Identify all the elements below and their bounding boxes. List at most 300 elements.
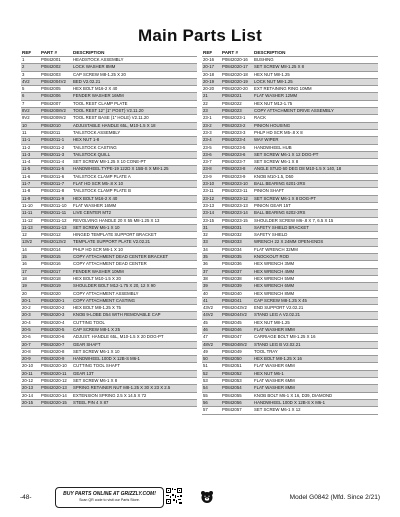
row-part-number: P0842035 bbox=[221, 254, 253, 261]
table-row bbox=[21, 378, 197, 385]
row-description: HEX WRENCH 3MM bbox=[253, 261, 378, 268]
row-ref: 20-18 bbox=[202, 71, 221, 78]
row-ref: 5 bbox=[21, 86, 40, 93]
row-description: TOOL TRAY bbox=[253, 348, 378, 355]
row-part-number: P0842003 bbox=[40, 71, 72, 78]
row-ref: 23-15 bbox=[202, 217, 221, 224]
row-part-number: P0842022 bbox=[221, 100, 253, 107]
table-row bbox=[202, 348, 378, 355]
row-ref: 11-6 bbox=[21, 173, 40, 180]
row-part-number: P0842001 bbox=[40, 57, 72, 64]
row-ref: 13V2 bbox=[21, 239, 40, 246]
row-ref: 20-6 bbox=[21, 334, 40, 341]
table-row bbox=[202, 246, 378, 253]
row-part-number: P0842020-12 bbox=[40, 378, 72, 385]
table-row bbox=[21, 151, 197, 158]
row-part-number: P0842020-7 bbox=[40, 341, 72, 348]
row-ref: 48V2 bbox=[202, 341, 221, 348]
buy-parts-box[interactable] bbox=[55, 487, 164, 508]
qr-code-icon[interactable] bbox=[165, 487, 183, 505]
row-description: SET SCREW M8-1.25 X 8 bbox=[253, 64, 378, 71]
row-ref: 37 bbox=[202, 268, 221, 275]
table-row bbox=[21, 275, 197, 282]
row-ref: 11-8 bbox=[21, 188, 40, 195]
row-part-number: P0842033 bbox=[221, 239, 253, 246]
row-description: COPY ATTACHMENT DRIVE ASSEMBLY bbox=[253, 108, 378, 115]
row-part-number: P0842011-6 bbox=[40, 173, 72, 180]
row-part-number: P0842023-14 bbox=[221, 210, 253, 217]
row-description: CAP SCREW M8-1.25 X 20 bbox=[72, 71, 197, 78]
table-row bbox=[202, 57, 378, 64]
row-ref: 20-4 bbox=[21, 319, 40, 326]
table-row bbox=[202, 261, 378, 268]
row-part-number: P0842036 bbox=[221, 261, 253, 268]
row-part-number: P0842020-1 bbox=[40, 297, 72, 304]
row-part-number: P0842032 bbox=[221, 232, 253, 239]
row-description: STAND LEG A V2.02.21 bbox=[253, 312, 378, 319]
page-number: -48- bbox=[20, 494, 32, 501]
row-description: HEX BOLT M16-2 X 40 bbox=[72, 195, 197, 202]
row-part-number: P0842011-12 bbox=[40, 217, 72, 224]
row-description: FLAT WASHER 12MM bbox=[253, 93, 378, 100]
table-row bbox=[202, 290, 378, 297]
row-part-number: P0842037 bbox=[221, 268, 253, 275]
row-description: COPY ATTACHMENT DEAD CENTER bbox=[72, 261, 197, 268]
row-description: HANDWHEEL 100D X 12B-S X M6-1 bbox=[253, 399, 378, 406]
header-description: DESCRIPTION bbox=[254, 50, 286, 55]
row-ref: 20-13 bbox=[21, 385, 40, 392]
row-part-number: P0842020-2 bbox=[40, 305, 72, 312]
row-description: BED V2.02.21 bbox=[72, 78, 197, 85]
row-ref: 32 bbox=[202, 232, 221, 239]
table-row bbox=[202, 363, 378, 370]
row-ref: 43V2 bbox=[202, 305, 221, 312]
row-part-number: P0842002 bbox=[40, 64, 72, 71]
row-description: HEX WRENCH 8MM bbox=[253, 290, 378, 297]
row-ref: 20-17 bbox=[202, 64, 221, 71]
table-row bbox=[21, 385, 197, 392]
table-row bbox=[202, 173, 378, 180]
row-ref: 8V2 bbox=[21, 108, 40, 115]
row-part-number: P0842051 bbox=[221, 363, 253, 370]
table-row bbox=[21, 326, 197, 333]
row-ref: 56 bbox=[202, 399, 221, 406]
row-part-number: P0842005 bbox=[40, 86, 72, 93]
row-part-number: P0842020-18 bbox=[221, 71, 253, 78]
row-part-number: P0842013V2 bbox=[40, 239, 72, 246]
row-description: STAND LEG B V2.02.21 bbox=[253, 341, 378, 348]
row-part-number: P0842023-11 bbox=[221, 188, 253, 195]
row-ref: 18 bbox=[21, 275, 40, 282]
table-row bbox=[202, 100, 378, 107]
row-ref: 11-12 bbox=[21, 217, 40, 224]
row-description: TAILSTOCK QUILL bbox=[72, 151, 197, 158]
table-row bbox=[202, 334, 378, 341]
table-row bbox=[21, 181, 197, 188]
row-part-number: P0842004V2 bbox=[40, 78, 72, 85]
row-ref: 23-8 bbox=[202, 166, 221, 173]
row-description: HINGED TEMPLATE SUPPORT BRACKET bbox=[72, 232, 197, 239]
row-description: BALL BEARING 6201-2RS bbox=[253, 181, 378, 188]
row-ref: 15 bbox=[21, 254, 40, 261]
row-description: SET SCREW M6-1 X 8 bbox=[72, 378, 197, 385]
row-ref: 20-20 bbox=[202, 86, 221, 93]
row-description: GEAR SHAFT bbox=[72, 341, 197, 348]
row-description: TOOL REST 12" (1" POST) V2.11.20 bbox=[72, 108, 197, 115]
row-part-number: P0842020-17 bbox=[221, 64, 253, 71]
table-row bbox=[202, 399, 378, 406]
table-row bbox=[202, 137, 378, 144]
table-row bbox=[21, 57, 197, 64]
row-description: HEX WRENCH 5MM bbox=[253, 275, 378, 282]
row-ref: 23-13 bbox=[202, 202, 221, 209]
row-description: WRENCH 22 X 24MM OPEN-ENDS bbox=[253, 239, 378, 246]
row-description: STEEL PIN 4 X 87 bbox=[72, 399, 197, 406]
row-description: SET SCREW M6-1 X 12 bbox=[253, 407, 378, 414]
row-description: COPY ATTACHMENT ASSEMBLY bbox=[72, 290, 197, 297]
row-ref: 9V2 bbox=[21, 115, 40, 122]
row-part-number: P0842023-13 bbox=[221, 202, 253, 209]
row-part-number: P0842017 bbox=[40, 268, 72, 275]
header-ref: REF bbox=[203, 50, 213, 55]
row-part-number: P0842045 bbox=[221, 319, 253, 326]
row-description: HEX WRENCH 4MM bbox=[253, 268, 378, 275]
row-ref: 7 bbox=[21, 100, 40, 107]
parts-table-left bbox=[21, 49, 197, 407]
table-row bbox=[21, 115, 197, 122]
table-row bbox=[202, 297, 378, 304]
row-description: PINION GEAR 15T bbox=[253, 202, 378, 209]
row-part-number: P0842011-3 bbox=[40, 151, 72, 158]
row-part-number: P0842041 bbox=[221, 297, 253, 304]
row-description: CAP SCREW M8-1 X 25 bbox=[72, 326, 197, 333]
row-description: SHOULDER BOLT M12-1.75 X 20, 12 X 90 bbox=[72, 283, 197, 290]
row-part-number: P0842011-2 bbox=[40, 144, 72, 151]
table-row bbox=[21, 268, 197, 275]
row-description: ADJUST. HANDLE 65L, M10-1.5 X 20 DOG-PT bbox=[72, 334, 197, 341]
row-ref: 52 bbox=[202, 370, 221, 377]
row-part-number: P0842011-11 bbox=[40, 210, 72, 217]
row-description: FLAT HD SCR M5-.8 X 10 bbox=[72, 181, 197, 188]
row-description: ADJUSTABLE HANDLE 65L, M10-1.5 X 18 bbox=[72, 122, 197, 129]
row-part-number: P0842044V2 bbox=[221, 312, 253, 319]
row-ref: 23-3 bbox=[202, 129, 221, 136]
table-row bbox=[202, 319, 378, 326]
table-row bbox=[21, 78, 197, 85]
row-ref: 54 bbox=[202, 385, 221, 392]
row-part-number: P0842046 bbox=[221, 326, 253, 333]
table-row bbox=[21, 122, 197, 129]
row-description: HANDWHEEL TYPE-19 122D X 15B-S X M8-1.25 bbox=[72, 166, 197, 173]
row-part-number: P0842023-15 bbox=[221, 217, 253, 224]
row-description: SET SCREW M6-1 X 8 DOG-PT bbox=[253, 195, 378, 202]
row-part-number: P0842052 bbox=[221, 370, 253, 377]
row-ref: 11-5 bbox=[21, 166, 40, 173]
row-ref: 53 bbox=[202, 378, 221, 385]
row-description: TOOL REST BASE (1" HOLE) V2.11.20 bbox=[72, 115, 197, 122]
row-ref: 20-15 bbox=[21, 399, 40, 406]
row-ref: 19 bbox=[21, 283, 40, 290]
table-row bbox=[202, 151, 378, 158]
row-ref: 20 bbox=[21, 290, 40, 297]
table-row bbox=[21, 290, 197, 297]
row-description: REVOLVING HANDLE 20 X 55 M8-1.25 X 13 bbox=[72, 217, 197, 224]
row-ref: 4V2 bbox=[21, 78, 40, 85]
table-row bbox=[21, 392, 197, 399]
row-part-number: P0842010 bbox=[40, 122, 72, 129]
row-part-number: P0842056 bbox=[221, 399, 253, 406]
row-ref: 23-12 bbox=[202, 195, 221, 202]
table-row bbox=[21, 334, 197, 341]
row-description: BALL BEARING 6202-2RS bbox=[253, 210, 378, 217]
table-row bbox=[202, 326, 378, 333]
row-part-number: P0842023-5 bbox=[221, 144, 253, 151]
row-part-number: P0842020-6 bbox=[40, 334, 72, 341]
row-description: TAILSTOCK ASSEMBLY bbox=[72, 129, 197, 136]
row-part-number: P0842011-8 bbox=[40, 188, 72, 195]
row-ref: 23-2 bbox=[202, 122, 221, 129]
row-ref: 20-14 bbox=[21, 392, 40, 399]
table-row bbox=[202, 305, 378, 312]
row-part-number: P0842023-7 bbox=[221, 159, 253, 166]
row-part-number: P0842011-5 bbox=[40, 166, 72, 173]
row-part-number: P0842050 bbox=[221, 356, 253, 363]
table-row bbox=[21, 188, 197, 195]
row-description: SET SCREW M6-1 X 12 DOG-PT bbox=[253, 151, 378, 158]
row-description: HEX NUT M8-1.25 bbox=[253, 71, 378, 78]
row-part-number: P0842055 bbox=[221, 392, 253, 399]
row-part-number: P0842023-2 bbox=[221, 122, 253, 129]
row-description: BUSHING bbox=[253, 57, 378, 64]
table-row bbox=[21, 159, 197, 166]
row-ref: 21 bbox=[202, 93, 221, 100]
row-part-number: P0842006 bbox=[40, 93, 72, 100]
table-row bbox=[202, 217, 378, 224]
row-part-number: P0842011-4 bbox=[40, 159, 72, 166]
row-description: GEAR 13T bbox=[72, 370, 197, 377]
row-ref: 39 bbox=[202, 283, 221, 290]
table-row bbox=[202, 78, 378, 85]
row-ref: 40 bbox=[202, 290, 221, 297]
row-part-number: P0842023-1 bbox=[221, 115, 253, 122]
row-description: SET SCREW M8-1.25 X 10 CONE-PT bbox=[72, 159, 197, 166]
row-ref: 23-14 bbox=[202, 210, 221, 217]
row-description: SET SCREW M6-1 X 8 bbox=[253, 159, 378, 166]
table-row bbox=[21, 224, 197, 231]
table-row bbox=[21, 64, 197, 71]
row-part-number: P0842023-3 bbox=[221, 129, 253, 136]
row-ref: 34 bbox=[202, 246, 221, 253]
table-row bbox=[202, 144, 378, 151]
table-row bbox=[202, 159, 378, 166]
row-ref: 11-1 bbox=[21, 137, 40, 144]
row-description: CUTTING TOOL SHAFT bbox=[72, 363, 197, 370]
page-footer bbox=[0, 486, 400, 510]
row-description: HEADSTOCK ASSEMBLY bbox=[72, 57, 197, 64]
row-part-number: P0842012 bbox=[40, 232, 72, 239]
table-row bbox=[202, 232, 378, 239]
table-row bbox=[21, 173, 197, 180]
header-part: PART # bbox=[222, 50, 238, 55]
row-description: FLAT WASHER 8MM bbox=[253, 326, 378, 333]
row-ref: 11-13 bbox=[21, 224, 40, 231]
row-part-number: P0842023-4 bbox=[221, 137, 253, 144]
row-description: TAILSTOCK CASTING bbox=[72, 144, 197, 151]
buy-parts-subtitle: Scan QR code to visit our Parts Store. bbox=[79, 498, 140, 502]
parts-table-right bbox=[202, 49, 378, 415]
row-ref: 23-11 bbox=[202, 188, 221, 195]
row-part-number: P0842040 bbox=[221, 290, 253, 297]
row-description: PHLP HD SCR M5-.8 X 8 bbox=[253, 129, 378, 136]
table-row bbox=[202, 275, 378, 282]
row-part-number: P0842020-13 bbox=[40, 385, 72, 392]
table-row bbox=[21, 210, 197, 217]
row-ref: 22 bbox=[202, 100, 221, 107]
row-part-number: P0842023-12 bbox=[221, 195, 253, 202]
buy-parts-title: BUY PARTS ONLINE AT GRIZZLY.COM! bbox=[63, 491, 156, 497]
row-part-number: P0842020-8 bbox=[40, 348, 72, 355]
header-part: PART # bbox=[41, 50, 57, 55]
row-description: CARRIAGE BOLT M8-1.25 X 16 bbox=[253, 334, 378, 341]
row-part-number: P0842020-20 bbox=[221, 86, 253, 93]
row-description: SAFETY SHIELD bbox=[253, 232, 378, 239]
row-ref: 57 bbox=[202, 407, 221, 414]
row-ref: 55 bbox=[202, 392, 221, 399]
row-ref: 20-12 bbox=[21, 378, 40, 385]
row-ref: 20-2 bbox=[21, 305, 40, 312]
table-row bbox=[21, 254, 197, 261]
row-part-number: P0842023-10 bbox=[221, 181, 253, 188]
row-ref: 11-3 bbox=[21, 151, 40, 158]
row-ref: 11-9 bbox=[21, 195, 40, 202]
table-row bbox=[202, 71, 378, 78]
table-row bbox=[21, 363, 197, 370]
table-header bbox=[202, 49, 378, 57]
row-ref: 36 bbox=[202, 261, 221, 268]
row-description: SET SCREW M6-1 X 10 bbox=[72, 348, 197, 355]
model-label: Model G0842 (Mfd. Since 2/21) bbox=[289, 494, 380, 501]
table-row bbox=[21, 370, 197, 377]
table-row bbox=[21, 217, 197, 224]
row-description: CUTTING TOOL bbox=[72, 319, 197, 326]
table-row bbox=[21, 305, 197, 312]
row-part-number: P0842057 bbox=[221, 407, 253, 414]
row-description: COPY ATTACHMENT CASTING bbox=[72, 297, 197, 304]
table-row bbox=[202, 239, 378, 246]
table-row bbox=[202, 385, 378, 392]
row-part-number: P0842020-19 bbox=[221, 78, 253, 85]
row-ref: 20-5 bbox=[21, 326, 40, 333]
row-ref: 11-10 bbox=[21, 202, 40, 209]
row-description: FLAT WASHER 16MM bbox=[72, 202, 197, 209]
row-part-number: P0842011-13 bbox=[40, 224, 72, 231]
table-row bbox=[202, 210, 378, 217]
table-row bbox=[21, 137, 197, 144]
row-ref: 23-9 bbox=[202, 173, 221, 180]
row-ref: 20-7 bbox=[21, 341, 40, 348]
table-row bbox=[202, 392, 378, 399]
row-description: CAP SCREW M8-1.25 X 45 bbox=[253, 297, 378, 304]
row-description: FLAT WASHER 6MM bbox=[253, 378, 378, 385]
row-ref: 16 bbox=[21, 261, 40, 268]
row-description: SET SCREW M6-1 X 10 bbox=[72, 224, 197, 231]
row-description: KNOCKOUT ROD bbox=[253, 254, 378, 261]
row-part-number: P0842038 bbox=[221, 275, 253, 282]
row-ref: 20-8 bbox=[21, 348, 40, 355]
table-row bbox=[202, 356, 378, 363]
row-ref: 20-11 bbox=[21, 370, 40, 377]
table-row bbox=[202, 378, 378, 385]
row-ref: 31 bbox=[202, 224, 221, 231]
table-row bbox=[202, 188, 378, 195]
row-description: FLAT WRENCH 32MM bbox=[253, 246, 378, 253]
row-ref: 10 bbox=[21, 122, 40, 129]
row-description: HEX NUT M12-1.75 bbox=[253, 100, 378, 107]
row-part-number: P0842007 bbox=[40, 100, 72, 107]
row-ref: 11-11 bbox=[21, 210, 40, 217]
row-part-number: P0842011 bbox=[40, 129, 72, 136]
row-part-number: P0842020-9 bbox=[40, 356, 72, 363]
row-description: HANDWHEEL HUB bbox=[253, 144, 378, 151]
row-part-number: P0842053 bbox=[221, 378, 253, 385]
row-description: KNOB M10-1.5, D50 bbox=[253, 173, 378, 180]
row-ref: 35 bbox=[202, 254, 221, 261]
table-row bbox=[21, 93, 197, 100]
row-description: WAY WIPER bbox=[253, 137, 378, 144]
row-part-number: P0842039 bbox=[221, 283, 253, 290]
row-ref: 44V2 bbox=[202, 312, 221, 319]
row-ref: 41 bbox=[202, 297, 221, 304]
row-part-number: P0842054 bbox=[221, 385, 253, 392]
table-row bbox=[21, 348, 197, 355]
table-row bbox=[202, 108, 378, 115]
row-ref: 17 bbox=[21, 268, 40, 275]
row-description: HEX BOLT M8-1.25 X 16 bbox=[253, 356, 378, 363]
row-ref: 3 bbox=[21, 71, 40, 78]
row-ref: 2 bbox=[21, 64, 40, 71]
table-row bbox=[202, 64, 378, 71]
row-description: KNOB BOLT M6-1 X 16, D39, DIAMOND bbox=[253, 392, 378, 399]
table-row bbox=[202, 268, 378, 275]
row-ref: 11-2 bbox=[21, 144, 40, 151]
row-part-number: P0842020-16 bbox=[221, 57, 253, 64]
row-part-number: P0842047 bbox=[221, 334, 253, 341]
row-part-number: P0842018 bbox=[40, 275, 72, 282]
row-description: TAILSTOCK CLAMP PLATE B bbox=[72, 188, 197, 195]
table-row bbox=[21, 232, 197, 239]
row-description: HEX BOLT M10-1.5 X 20 bbox=[72, 275, 197, 282]
row-description: LOCK NUT M8-1.25 bbox=[253, 78, 378, 85]
table-row bbox=[21, 108, 197, 115]
row-part-number: P0842049 bbox=[221, 348, 253, 355]
row-description: END SUPPORT V2.02.21 bbox=[253, 305, 378, 312]
row-part-number: P0842020-5 bbox=[40, 326, 72, 333]
row-description: HEX NUT M8-1.25 bbox=[253, 319, 378, 326]
table-row bbox=[21, 129, 197, 136]
row-description: HEX NUT M6-1 bbox=[253, 370, 378, 377]
header-ref: REF bbox=[22, 50, 32, 55]
row-ref: 11-7 bbox=[21, 181, 40, 188]
row-ref: 20-3 bbox=[21, 312, 40, 319]
row-part-number: P0842048V2 bbox=[221, 341, 253, 348]
table-header bbox=[21, 49, 197, 57]
row-part-number: P0842020-4 bbox=[40, 319, 72, 326]
row-description: TOOL REST CLAMP PLATE bbox=[72, 100, 197, 107]
row-ref: 6 bbox=[21, 93, 40, 100]
row-part-number: P0842011-9 bbox=[40, 195, 72, 202]
table-row bbox=[21, 246, 197, 253]
row-description: LIVE CENTER MT2 bbox=[72, 210, 197, 217]
